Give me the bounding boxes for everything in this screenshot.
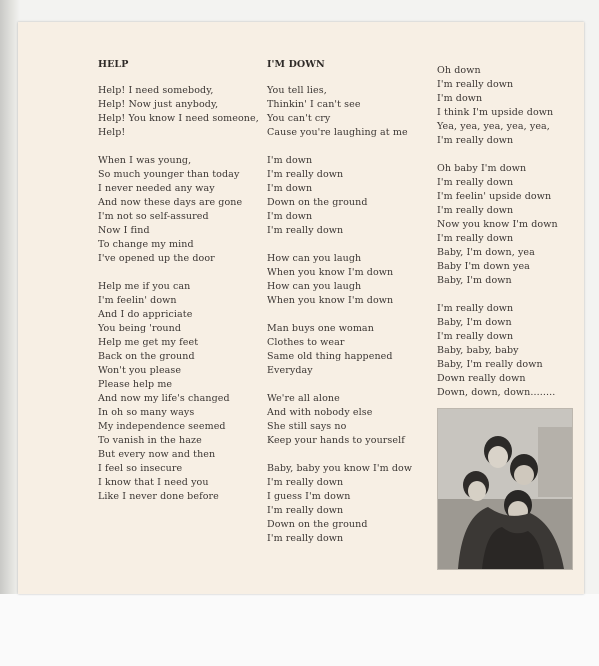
lyric-line: I'm really down	[267, 533, 344, 544]
lyric-line: Man buys one woman	[267, 323, 374, 334]
lyric-line: Help! You know I need someone,	[98, 113, 259, 124]
lyric-line: I'm feelin' upside down	[437, 191, 552, 202]
lyric-line: I think I'm upside down	[437, 107, 554, 118]
lyric-line: Clothes to wear	[267, 337, 345, 348]
song-title-help: HELP	[98, 59, 129, 70]
lyric-line: And now these days are gone	[98, 197, 243, 208]
band-photo	[437, 408, 573, 570]
stanza	[267, 154, 412, 238]
lyric-line: I guess I'm down	[267, 491, 351, 502]
lyric-line: Down on the ground	[267, 197, 368, 208]
lyric-line: Won't you please	[98, 365, 182, 376]
lyric-line: Baby, I'm down	[437, 317, 512, 328]
lyric-line: Keep your hands to yourself	[267, 435, 405, 446]
lyric-line: I know that I need you	[98, 477, 209, 488]
lyric-line: I'm not so self-assured	[98, 211, 209, 222]
lyric-line: Yea, yea, yea, yea, yea,	[437, 121, 550, 132]
lyric-line: Everyday	[267, 365, 313, 376]
stanza	[98, 154, 259, 266]
stanza	[437, 162, 558, 288]
lyric-line: Baby, baby, baby	[437, 345, 519, 356]
lyric-line: When you know I'm down	[267, 295, 394, 306]
lyric-line: I'm really down	[437, 135, 514, 146]
band-photo-illustration	[438, 409, 572, 569]
lyric-line: Back on the ground	[98, 351, 195, 362]
lyric-line: I'm down	[437, 93, 483, 104]
lyric-line: And I do appriciate	[98, 309, 193, 320]
lyric-line: I'm really down	[267, 169, 344, 180]
lyric-line: In oh so many ways	[98, 407, 195, 418]
lyric-line: So much younger than today	[98, 169, 240, 180]
stanza	[267, 392, 412, 448]
lyric-line: Help! Now just anybody,	[98, 99, 219, 110]
lyric-line: I'm really down	[437, 233, 514, 244]
lyric-line: Baby, I'm really down	[437, 359, 543, 370]
song-title-im-down: I'M DOWN	[267, 59, 325, 70]
lyric-line: And with nobody else	[267, 407, 373, 418]
lyric-line: Baby I'm down yea	[437, 261, 530, 272]
lyric-line: I'm down	[267, 183, 313, 194]
lyric-line: I never needed any way	[98, 183, 215, 194]
stanza	[98, 84, 259, 140]
lyric-line: I'm down	[267, 211, 313, 222]
lyric-line: We're all alone	[267, 393, 340, 404]
lyric-line: My independence seemed	[98, 421, 226, 432]
lyric-line: But every now and then	[98, 449, 216, 460]
lyric-line: When you know I'm down	[267, 267, 394, 278]
lyric-line: I'm really down	[437, 205, 514, 216]
scan-bottom-margin	[0, 594, 599, 666]
lyric-line: Like I never done before	[98, 491, 219, 502]
lyric-line: Cause you're laughing at me	[267, 127, 408, 138]
stanza	[267, 322, 412, 378]
lyric-line: Baby, baby you know I'm dow	[267, 463, 413, 474]
stanza	[267, 252, 412, 308]
stanzas-continued	[437, 64, 558, 400]
lyric-line: Down on the ground	[267, 519, 368, 530]
lyric-line: I'm feelin' down	[98, 295, 177, 306]
lyric-line: You can't cry	[267, 113, 331, 124]
lyric-line: I'm really down	[267, 225, 344, 236]
lyric-line: How can you laugh	[267, 253, 362, 264]
lyric-line: To vanish in the haze	[98, 435, 202, 446]
stanza	[437, 302, 558, 400]
lyrics-sheet	[18, 22, 584, 594]
lyric-line: Please help me	[98, 379, 173, 390]
lyric-line: Baby, I'm down, yea	[437, 247, 535, 258]
lyric-line: Down, down, down........	[437, 387, 556, 398]
lyric-line: Oh down	[437, 65, 481, 76]
lyric-line: To change my mind	[98, 239, 194, 250]
lyric-line: You tell lies,	[267, 85, 327, 96]
lyric-line: I'm really down	[437, 79, 514, 90]
lyric-line: Help me get my feet	[98, 337, 199, 348]
scan-edge-shadow	[0, 0, 20, 666]
lyric-line: I'm really down	[267, 477, 344, 488]
lyric-line: How can you laugh	[267, 281, 362, 292]
stanza	[267, 84, 412, 140]
lyric-line: You being 'round	[98, 323, 182, 334]
lyrics-column-continued	[437, 64, 558, 414]
stanzas-help	[98, 84, 259, 504]
stanzas-im-down	[267, 84, 412, 546]
lyric-line: I'm really down	[437, 331, 514, 342]
lyrics-column-help	[98, 58, 259, 518]
lyric-line: I'm down	[267, 155, 313, 166]
lyric-line: She still says no	[267, 421, 347, 432]
stanza	[98, 280, 259, 504]
stanza	[267, 462, 412, 546]
lyric-line: Help me if you can	[98, 281, 191, 292]
lyric-line: Same old thing happened	[267, 351, 393, 362]
lyrics-column-im-down	[267, 58, 412, 560]
lyric-line: Down really down	[437, 373, 526, 384]
lyric-line: And now my life's changed	[98, 393, 230, 404]
lyric-line: I'm really down	[267, 505, 344, 516]
lyric-line: I've opened up the door	[98, 253, 215, 264]
lyric-line: Thinkin' I can't see	[267, 99, 361, 110]
lyric-line: Now you know I'm down	[437, 219, 558, 230]
lyric-line: Baby, I'm down	[437, 275, 512, 286]
lyric-line: Help! I need somebody,	[98, 85, 214, 96]
lyric-line: Now I find	[98, 225, 150, 236]
stanza	[437, 64, 558, 148]
lyric-line: When I was young,	[98, 155, 192, 166]
lyric-line: Oh baby I'm down	[437, 163, 527, 174]
lyric-line: Help!	[98, 127, 126, 138]
lyric-line: I'm really down	[437, 303, 514, 314]
lyric-line: I feel so insecure	[98, 463, 183, 474]
lyric-line: I'm really down	[437, 177, 514, 188]
